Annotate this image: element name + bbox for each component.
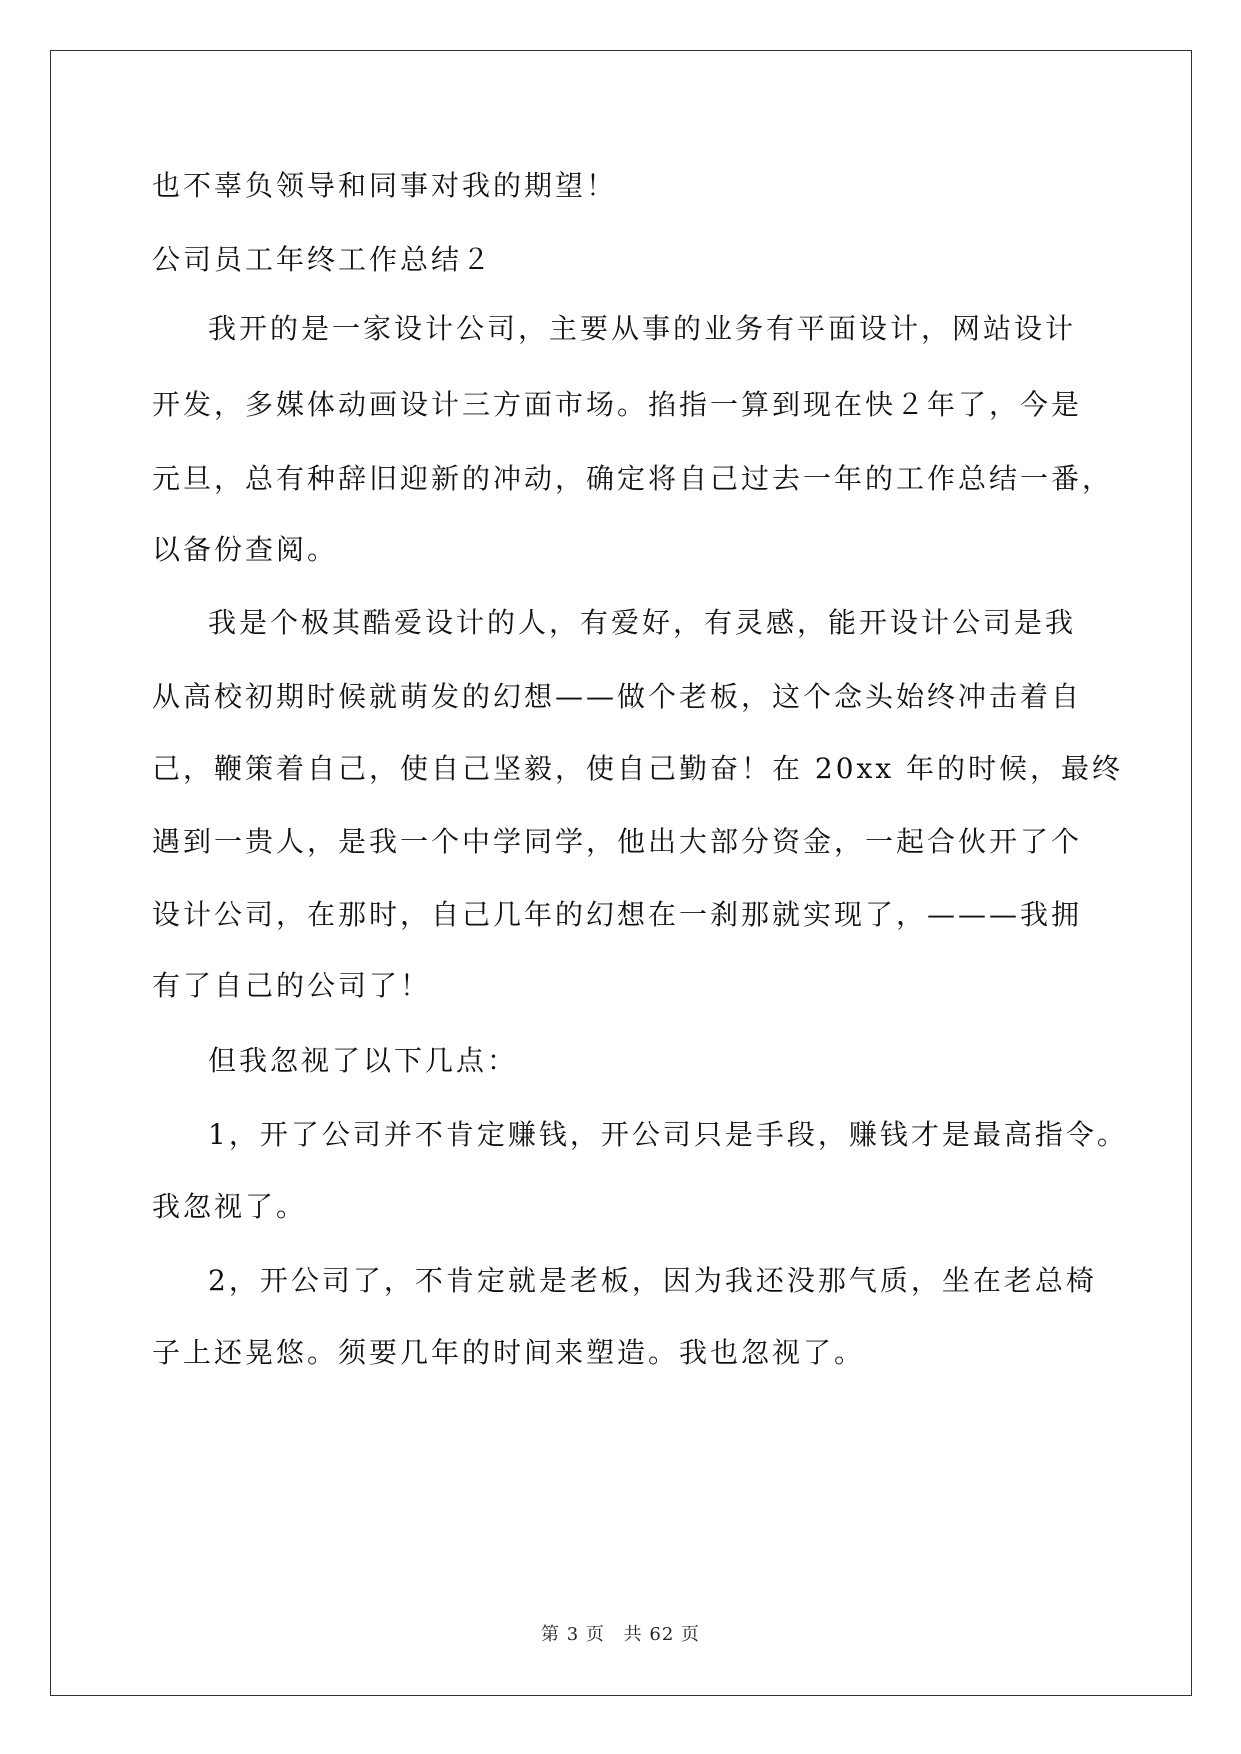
text-line: 1，开了公司并不肯定赚钱，开公司只是手段，赚钱才是最高指令。 bbox=[208, 1118, 1128, 1151]
text-line: 我是个极其酷爱设计的人，有爱好，有灵感，能开设计公司是我 bbox=[208, 606, 1077, 639]
text-line: 设计公司，在那时，自己几年的幻想在一刹那就实现了，———我拥 bbox=[152, 898, 1083, 931]
text-line: 也不辜负领导和同事对我的期望！ bbox=[152, 169, 618, 202]
page-border bbox=[50, 50, 1192, 1696]
page-footer bbox=[0, 1620, 1241, 1646]
page-total: 共 62 页 bbox=[623, 1624, 700, 1645]
text-line: 元旦，总有种辞旧迎新的冲动，确定将自己过去一年的工作总结一番， bbox=[152, 462, 1114, 495]
section-heading: 公司员工年终工作总结２ bbox=[152, 243, 494, 276]
text-line: 遇到一贵人，是我一个中学同学，他出大部分资金，一起合伙开了个 bbox=[152, 825, 1083, 858]
page-number: 第 3 页 bbox=[541, 1624, 605, 1645]
text-line: 从高校初期时候就萌发的幻想——做个老板，这个念头始终冲击着自 bbox=[152, 680, 1083, 713]
text-line: 但我忽视了以下几点： bbox=[208, 1044, 519, 1077]
text-line: 我忽视了。 bbox=[152, 1190, 308, 1223]
text-line: 开发，多媒体动画设计三方面市场。掐指一算到现在快２年了，今是 bbox=[152, 388, 1083, 421]
text-line: 己，鞭策着自己，使自己坚毅，使自己勤奋！在 20xx 年的时候，最终 bbox=[152, 752, 1124, 785]
text-line: 子上还晃悠。须要几年的时间来塑造。我也忽视了。 bbox=[152, 1336, 866, 1369]
text-line: 以备份查阅。 bbox=[152, 533, 339, 566]
text-line: 2，开公司了，不肯定就是老板，因为我还没那气质，坐在老总椅 bbox=[208, 1264, 1097, 1297]
text-line: 我开的是一家设计公司，主要从事的业务有平面设计，网站设计 bbox=[208, 312, 1077, 345]
text-line: 有了自己的公司了！ bbox=[152, 969, 432, 1002]
